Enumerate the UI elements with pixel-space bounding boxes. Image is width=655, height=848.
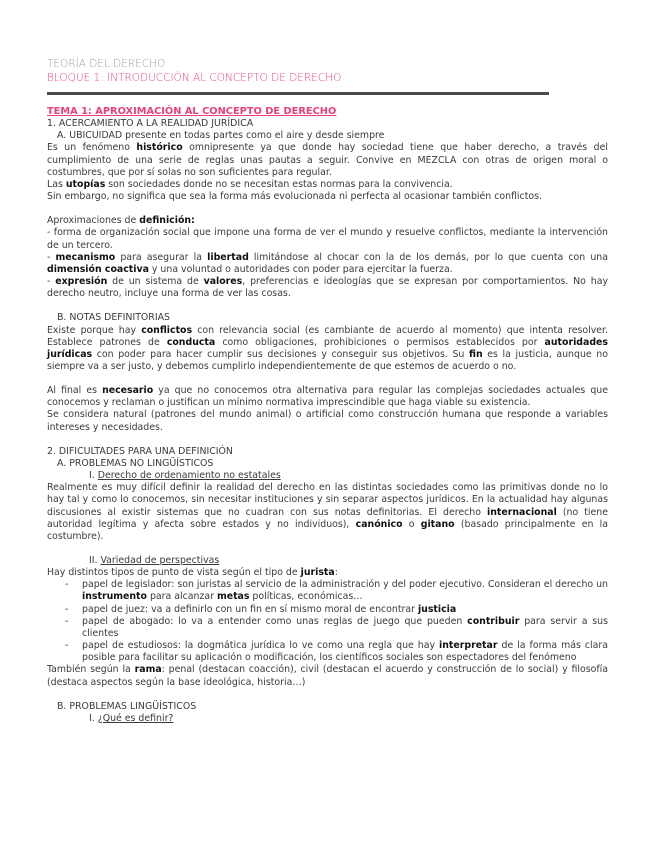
paragraph-jurista: Hay distintos tipos de punto de vista según el tipo de jurista: bbox=[47, 567, 338, 579]
paragraph-historico: Es un fenómeno histórico omnipresente ya que donde hay sociedad tiene que haber derecho, a través del cumplimiento de una serie de reglas unas pautas a seguir. Convive en MEZCLA con otras de origen moral o costumbres, que por sí solas no son suficientes para regular. bbox=[47, 142, 608, 178]
subsection-ii-heading: II. Variedad de perspectivas bbox=[89, 555, 220, 566]
paragraph-conflictos: Existe porque hay conflictos con relevancia social (es cambiante de acuerdo al momento) que intenta resolver. Establece patrones de conducta como obligaciones, prohibiciones o permisos establecidos por autoridades jurídicas con poder para hacer cumplir sus decisiones y conseguir sus objetivos. Su fin es la justicia, aunque no siempre va a ser justo, y debemos cumplirlo independientemente de que estemos de acuerdo o no. bbox=[47, 324, 608, 372]
definition-heading: Aproximaciones de definición: bbox=[47, 215, 195, 227]
definition-3: - expresión de un sistema de valores, preferencias e ideologías que se expresan por comportamientos. No hay derecho neutro, incluye una forma de ver las cosas. bbox=[47, 276, 608, 300]
tema-title: TEMA 1: APROXIMACIÓN AL CONCEPTO DE DERECHO bbox=[47, 106, 337, 117]
list-item: - papel de legislador: son juristas al servicio de la administración y del poder ejecutivo. Consideran el derecho un instrumento para alcanzar metas políticas, económicas… bbox=[65, 579, 608, 603]
section-2b-heading: B. PROBLEMAS LINGÜÍSTICOS bbox=[57, 700, 197, 712]
list-item: - papel de abogado: lo va a entender como unas reglas de juego que pueden contribuir para servir a sus clientes bbox=[65, 615, 608, 639]
document-body bbox=[47, 106, 608, 725]
subsection-i-heading: I. Derecho de ordenamiento no estatales bbox=[89, 470, 281, 482]
section-2a-heading: A. PROBLEMAS NO LINGÜÍSTICOS bbox=[57, 457, 214, 469]
section-1a-heading: A. UBICUIDAD presente en todas partes como el aire y desde siempre bbox=[57, 130, 385, 142]
section-1-heading: 1. ACERCAMIENTO A LA REALIDAD JURÍDICA bbox=[47, 118, 254, 130]
section-2-heading: 2. DIFICULTADES PARA UNA DEFINICIÓN bbox=[47, 445, 233, 457]
list-item: - papel de estudiosos: la dogmática jurídica lo ve como una regla que hay interpretar de la forma más clara posible para facilitar su aplicación o modificación, los científicos sociales son espectadores del fenómeno bbox=[65, 640, 608, 664]
paragraph-natural: Se considera natural (patrones del mundo animal) o artificial como construcción humana que responde a variables intereses y necesidades. bbox=[47, 409, 608, 433]
paragraph-rama: También según la rama: penal (destacan coacción), civil (destacan el acuerdo y construcción de lo social) y filosofía (destaca aspectos según la base ideológica, historia…) bbox=[47, 664, 608, 688]
paragraph-ordenamiento: Realmente es muy difícil definir la realidad del derecho en las distintas sociedades como las primitivas donde no lo hay tal y como lo conocemos, sin necesitar instituciones y sin separar aspectos jurídicos. En la actualidad hay algunas discusiones al existir sistemas que no cuadran con sus notas definitorias. El derecho internacional (no tiene autoridad legítima y afecta sobre estados y no individuos), canónico o gitano (basado principalmente en la costumbre). bbox=[47, 482, 609, 542]
definition-1: - forma de organización social que impone una forma de ver el mundo y resuelve conflictos, mediante la intervención de un tercero. bbox=[47, 227, 608, 251]
list-item: - papel de juez: va a definirlo con un fin en sí mismo moral de encontrar justicia bbox=[65, 603, 457, 615]
definition-2: - mecanismo para asegurar la libertad limitándose al chocar con la de los demás, por lo que cuenta con una dimensión coactiva y una voluntad o autoridades con poder para ejercitar la fuerza. bbox=[47, 251, 608, 275]
header-block: BLOQUE 1: INTRODUCCIÓN AL CONCEPTO DE DERECHO bbox=[47, 72, 342, 84]
paragraph-utopias: Las utopías son sociedades donde no se necesitan estas normas para la convivencia. bbox=[47, 178, 453, 190]
section-1b-heading: B. NOTAS DEFINITORIAS bbox=[57, 312, 170, 324]
paragraph-necesario: Al final es necesario ya que no conocemos otra alternativa para regular las complejas sociedades actuales que conocemos y reclaman o justifican un mínimo normativa imprescindible que haga viable su existencia. bbox=[47, 385, 608, 409]
subsection-bi-heading: I. ¿Qué es definir? bbox=[89, 712, 174, 724]
paragraph-sin-embargo: Sin embargo, no significa que sea la forma más evolucionada ni perfecta al ocasionar también conflictos. bbox=[47, 191, 542, 203]
header-subject: TEORÍA DEL DERECHO bbox=[47, 58, 166, 70]
header-rule bbox=[47, 92, 549, 95]
